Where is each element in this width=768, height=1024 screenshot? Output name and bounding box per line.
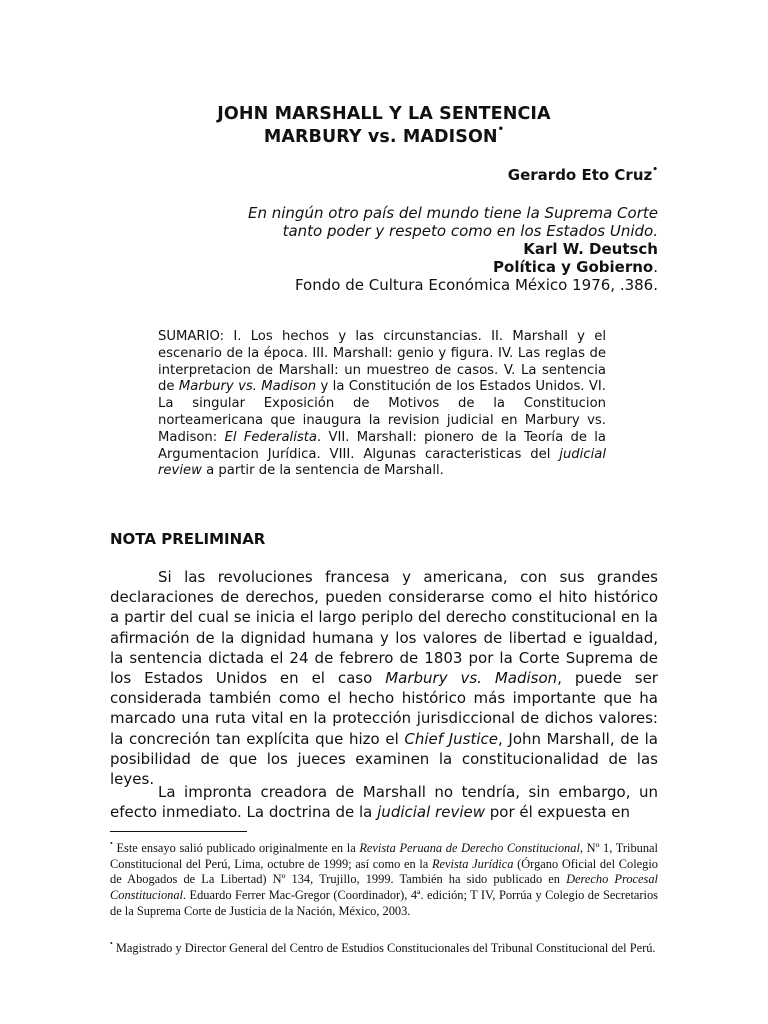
summary-text-1: SUMARIO: I. Los hechos y las circunstancias. II. Marshall y el escenario de la época. III. Marshall: genio y figura. IV. Las reglas de interpretacion de Marshall: un muestreo de casos. V. La sentencia de	[158, 329, 606, 395]
footnote-separator	[110, 831, 247, 832]
section-heading: NOTA PRELIMINAR	[110, 530, 266, 548]
title-text-2: MARBURY vs. MADISON	[263, 127, 498, 147]
summary-text-4: a partir de la sentencia de Marshall.	[201, 463, 444, 479]
fn1-text-2: , Nº 1, Tribunal Constitucional del Perú, Lima, octubre de 1999; así como en la	[110, 841, 658, 871]
footnote-2	[110, 937, 658, 957]
fn1-text-3: (Órgano Oficial del Colegio de Abogados de La Libertad) Nº 134, Trujillo, 1999. También ha sido publicado en	[110, 856, 658, 887]
fn2-text: Magistrado y Director General del Centro de Estudios Constitucionales del Tribunal Constitucional del Perú.	[112, 941, 656, 956]
p2-em-1: judicial review	[377, 803, 485, 822]
fn1-em-3: Derecho Procesal Constitucional	[110, 872, 658, 902]
p2-text-2: por él expuesta en	[484, 803, 631, 822]
fn1-text-1: Este ensayo salió publicado originalmente en la	[112, 841, 360, 856]
author-footnote-mark[interactable]: •	[652, 165, 658, 175]
p1-em-1: Marbury vs. Madison	[385, 669, 558, 688]
summary-em-1: Marbury vs. Madison	[178, 379, 317, 395]
fn1-em-2: Revista Jurídica	[431, 856, 514, 871]
epigraph-quote-line-2: tanto poder y respeto como en los Estados Unido.	[282, 222, 658, 240]
footnote-1-mark: •	[110, 839, 113, 848]
epigraph-source	[493, 258, 658, 276]
summary-text-3: . VII. Marshall: pionero de la Teoría de la Argumentacion Jurídica. VIII. Algunas caracteristicas del	[158, 429, 607, 462]
footnote-2-mark: •	[110, 939, 113, 948]
epigraph-quote-line-1: En ningún otro país del mundo tiene la Suprema Corte	[247, 204, 658, 222]
p1-em-2: Chief Justice	[404, 729, 498, 748]
footnote-1	[110, 837, 658, 919]
epigraph-author: Karl W. Deutsch	[523, 240, 658, 258]
fn1-text-4: . Eduardo Ferrer Mac-Gregor (Coordinador), 4ª. edición; T IV, Porrúa y Colegio de Secretarios de la Suprema Corte de Justicia de la Nación, México, 2003.	[110, 887, 658, 918]
title-line-1	[0, 104, 768, 124]
body-paragraph-2	[110, 782, 658, 822]
summary-em-2: El Federalista	[224, 429, 317, 445]
author-name: Gerardo Eto Cruz	[507, 166, 653, 184]
title-text-1: JOHN MARSHALL Y LA SENTENCIA	[217, 104, 551, 124]
summary-text-2: y la Constitución de los Estados Unidos. VI. La singular Exposición de Motivos de la Constitucion norteamericana que inaugura la revision judicial en Marbury vs. Madison:	[158, 379, 606, 445]
p1-text-2: , puede ser considerada también como el hecho histórico más importante que ha marcado una ruta vital en la protección jurisdiccional de dichos valores: la concreción tan explícita que hizo el	[110, 669, 658, 748]
p1-text-1: Si las revoluciones francesa y americana, con sus grandes declaraciones de derechos, pueden considerarse como el hito histórico a partir del cual se inicia el largo periplo del derecho constitucional en la afirmación de la dignidad humana y los valores de libertad e igualdad, la sentencia dictada el 24 de febrero de 1803 por la Corte Suprema de los Estados Unidos en el caso	[110, 568, 658, 688]
title-line-2	[0, 124, 768, 147]
epigraph-source-period: .	[653, 258, 658, 276]
epigraph-publisher: Fondo de Cultura Económica México 1976, .386.	[294, 276, 658, 294]
title-footnote-mark[interactable]: •	[497, 124, 505, 136]
summary-em-3: judicial review	[158, 446, 606, 479]
summary-block	[158, 329, 606, 480]
epigraph-source-title: Política y Gobierno	[493, 258, 654, 276]
body-paragraph-1	[110, 567, 658, 789]
p1-text-3: , John Marshall, de la posibilidad de que los jueces examinen la constitucionalidad de las leyes.	[110, 729, 658, 789]
author-line	[508, 166, 658, 184]
p2-text-1: La impronta creadora de Marshall no tendría, sin embargo, un efecto inmediato. La doctrina de la	[110, 783, 658, 822]
fn1-em-1: Revista Peruana de Derecho Constitucional	[359, 841, 580, 856]
